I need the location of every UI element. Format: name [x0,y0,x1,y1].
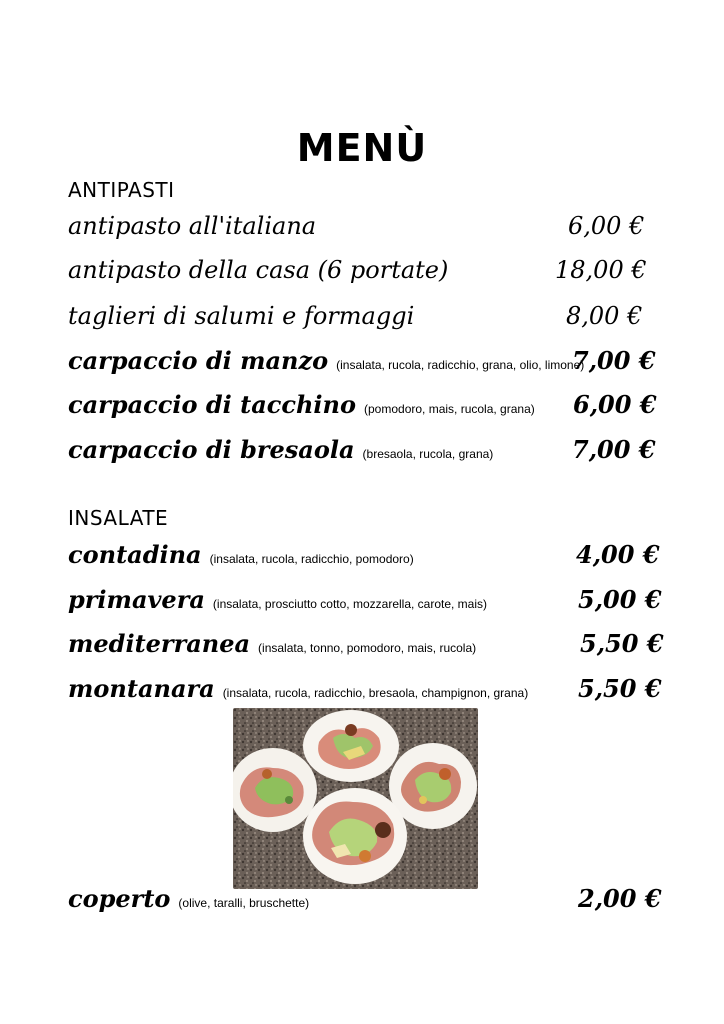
item-description: (insalata, rucola, radicchio, bresaola, champignon, grana) [222,686,529,700]
menu-item [68,256,448,296]
item-price: 18,00 € [555,256,647,284]
menu-item [68,435,493,475]
item-name: contadina [68,540,202,569]
item-price: 8,00 € [566,302,643,330]
menu-item [68,390,535,430]
item-description: (insalata, rucola, radicchio, pomodoro) [209,552,414,566]
item-description: (insalata, prosciutto cotto, mozzarella, carote, mais) [212,597,488,611]
item-name: primavera [68,585,205,614]
menu-item [68,540,414,580]
item-description: (olive, taralli, bruschette) [178,896,310,910]
menu-item [68,585,487,625]
item-price: 6,00 € [573,390,657,419]
menu-item [68,629,476,669]
item-description: (insalata, tonno, pomodoro, mais, rucola) [258,641,477,655]
item-name: mediterranea [68,629,251,658]
item-name: antipasto della casa (6 portate) [68,256,449,284]
item-price: 7,00 € [572,435,656,464]
menu-item [68,346,584,386]
item-name: carpaccio di tacchino [68,390,356,419]
item-name: carpaccio di manzo [68,346,329,375]
section-heading-antipasti: ANTIPASTI [68,178,175,202]
item-name: coperto [68,884,171,913]
menu-item [68,212,316,252]
item-price: 2,00 € [578,884,662,913]
item-description: (pomodoro, mais, rucola, grana) [364,402,535,416]
menu-title: MENÙ [296,126,428,170]
item-description: (insalata, rucola, radicchio, grana, olio, limone) [336,358,585,372]
item-price: 5,50 € [578,674,662,703]
coperto-item [68,884,309,924]
item-price: 5,50 € [580,629,664,658]
item-price: 4,00 € [576,540,660,569]
item-name: montanara [68,674,215,703]
item-price: 7,00 € [572,346,656,375]
item-name: antipasto all'italiana [68,212,317,240]
item-price: 6,00 € [568,212,645,240]
food-photo [233,708,478,889]
menu-item [68,302,414,342]
section-heading-insalate: INSALATE [68,506,169,530]
item-name: taglieri di salumi e formaggi [68,302,415,330]
item-price: 5,00 € [578,585,662,614]
item-description: (bresaola, rucola, grana) [362,447,494,461]
item-name: carpaccio di bresaola [68,435,355,464]
